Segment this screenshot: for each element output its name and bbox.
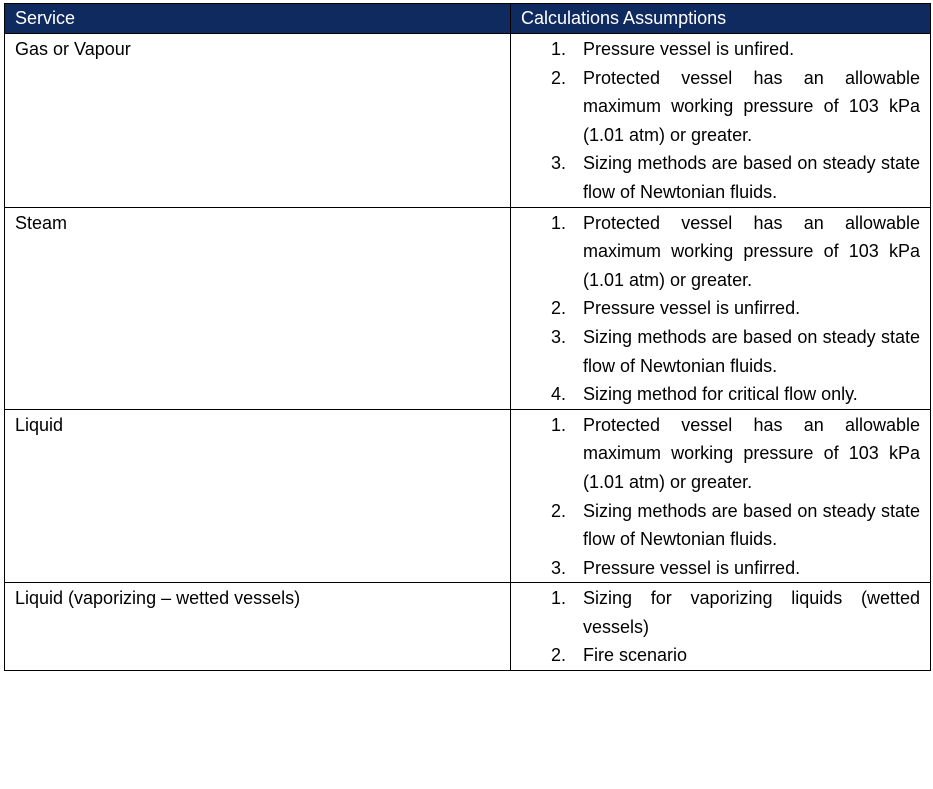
list-item-text: Fire scenario <box>583 645 688 666</box>
list-item-text: Pressure vessel is unfirred. <box>583 298 801 319</box>
list-item-number: 2. <box>551 645 567 666</box>
assumptions-cell <box>511 583 931 671</box>
list-item-text: Sizing methods are based on steady state flow of Newtonian fluids. <box>583 326 920 376</box>
list-item-text: Sizing methods are based on steady state flow of Newtonian fluids. <box>583 153 920 202</box>
assumptions-cell <box>511 409 931 583</box>
list-item <box>511 35 920 64</box>
table-row <box>5 583 931 671</box>
assumptions-cell <box>511 207 931 409</box>
service-cell: Liquid <box>5 409 511 583</box>
list-item-number: 4. <box>551 384 567 405</box>
list-item-number: 3. <box>551 153 567 174</box>
table-row <box>5 34 931 208</box>
table-row <box>5 207 931 409</box>
assumptions-list <box>511 209 920 409</box>
list-item-number: 1. <box>551 39 567 59</box>
list-item <box>511 64 920 150</box>
list-item <box>511 209 920 295</box>
assumptions-table-container <box>4 3 930 671</box>
list-item-number: 3. <box>551 326 567 347</box>
list-item-text: Pressure vessel is unfired. <box>583 39 795 59</box>
assumptions-list <box>511 584 920 670</box>
list-item-text: Protected vessel has an allowable maximum working pressure of 103 kPa (1.01 atm) or greater. <box>583 67 920 145</box>
list-item-text: Sizing methods are based on steady state flow of Newtonian fluids. <box>583 500 920 550</box>
list-item-text: Sizing method for critical flow only. <box>583 384 858 405</box>
list-item-number: 1. <box>551 414 567 435</box>
list-item <box>511 411 920 497</box>
list-item <box>511 323 920 380</box>
assumptions-cell <box>511 34 931 208</box>
header-assumptions: Calculations Assumptions <box>511 4 931 34</box>
service-cell: Steam <box>5 207 511 409</box>
list-item <box>511 554 920 583</box>
list-item-text: Protected vessel has an allowable maximum working pressure of 103 kPa (1.01 atm) or greater. <box>583 212 920 290</box>
list-item-number: 3. <box>551 557 567 578</box>
list-item-number: 2. <box>551 298 567 319</box>
service-cell: Liquid (vaporizing – wetted vessels) <box>5 583 511 671</box>
list-item <box>511 294 920 323</box>
header-service: Service <box>5 4 511 34</box>
list-item-text: Sizing for vaporizing liquids (wetted vessels) <box>583 588 920 637</box>
assumptions-list <box>511 411 920 583</box>
list-item-number: 1. <box>551 212 567 233</box>
list-item-number: 1. <box>551 588 567 609</box>
list-item <box>511 149 920 206</box>
list-item-text: Protected vessel has an allowable maximum working pressure of 103 kPa (1.01 atm) or greater. <box>583 414 920 492</box>
list-item-number: 2. <box>551 67 567 88</box>
list-item-number: 2. <box>551 500 567 521</box>
table-row <box>5 409 931 583</box>
list-item <box>511 380 920 409</box>
list-item <box>511 497 920 554</box>
service-cell: Gas or Vapour <box>5 34 511 208</box>
table-header-row <box>5 4 931 34</box>
list-item <box>511 584 920 641</box>
assumptions-table <box>4 3 931 671</box>
assumptions-list <box>511 35 920 207</box>
list-item-text: Pressure vessel is unfirred. <box>583 557 801 578</box>
list-item <box>511 641 920 670</box>
